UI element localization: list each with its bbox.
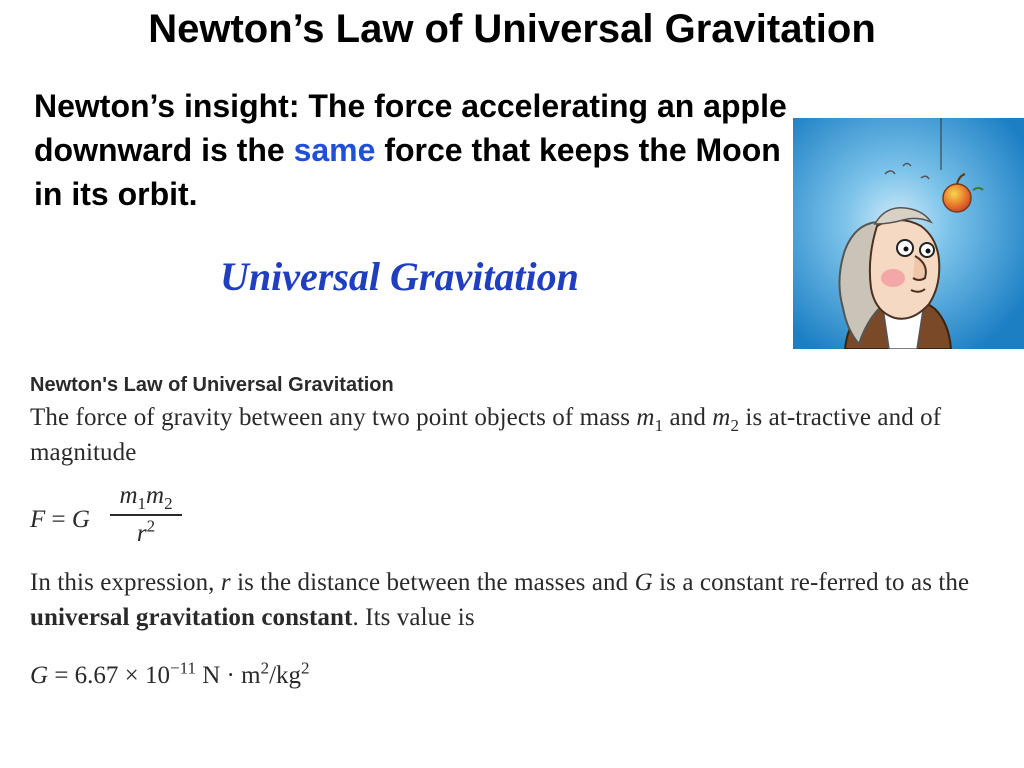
universal-gravitation-subheading: Universal Gravitation [220,254,579,299]
insight-text [34,84,794,216]
g-exponent: −11 [170,658,196,678]
mass-fraction [110,480,182,550]
mass-symbol-2: m [712,404,731,431]
newton-apple-cartoon [793,118,1024,349]
distance-symbol: r [220,569,231,596]
g-units-exponent-2: 2 [301,658,310,678]
g-mantissa: 6.67 × 10 [74,662,171,689]
insight-highlight: same [293,132,376,168]
textbook-box-heading: Newton's Law of Universal Gravitation [30,374,394,396]
mass-subscript-1: 1 [654,416,664,435]
insight-tail: force that keeps the Moon in its orbit. [34,132,781,212]
equals-sign: = [45,506,72,533]
constant-name: universal gravitation constant [30,604,353,631]
denominator-r: r [136,519,147,547]
g-units-mid: /kg [269,662,302,689]
slide-title: Newton’s Law of Universal Gravitation [148,7,876,51]
mass-symbol-1: m [636,404,655,431]
numerator-sub2: 2 [164,494,173,513]
mass-subscript-2: 2 [730,416,740,435]
law-statement-paragraph [30,400,1000,470]
force-symbol: F [30,506,46,533]
g-units: N · m [196,662,261,689]
para1-text-b: is at-tractive and of magnitude [30,404,942,466]
para2-text-c: is a constant re-ferred to as the [652,569,970,596]
insight-lead: Newton’s insight: The force accelerating an apple downward is the [34,88,787,168]
para2-text-d: . Its value is [352,604,475,631]
g-units-exponent-1: 2 [260,658,270,678]
para2-text-a: In this expression, [30,569,221,596]
numerator-m2: m [146,482,165,509]
para1-and: and [663,404,713,431]
para1-text-a: The force of gravity between any two point objects of mass [30,404,637,431]
para2-text-b: is the distance between the masses and [230,569,635,596]
denominator-exponent: 2 [146,516,156,536]
constant-explanation-paragraph [30,565,1000,635]
g-equals-sign: = [48,662,75,689]
g-value-symbol: G [30,662,49,689]
numerator-sub1: 1 [137,494,146,513]
numerator-m1: m [119,482,138,509]
fraction-numerator [110,480,182,512]
constant-value-formula [30,658,310,690]
g-symbol: G [71,506,90,533]
constant-symbol: G [634,569,653,596]
fraction-denominator [110,518,182,550]
